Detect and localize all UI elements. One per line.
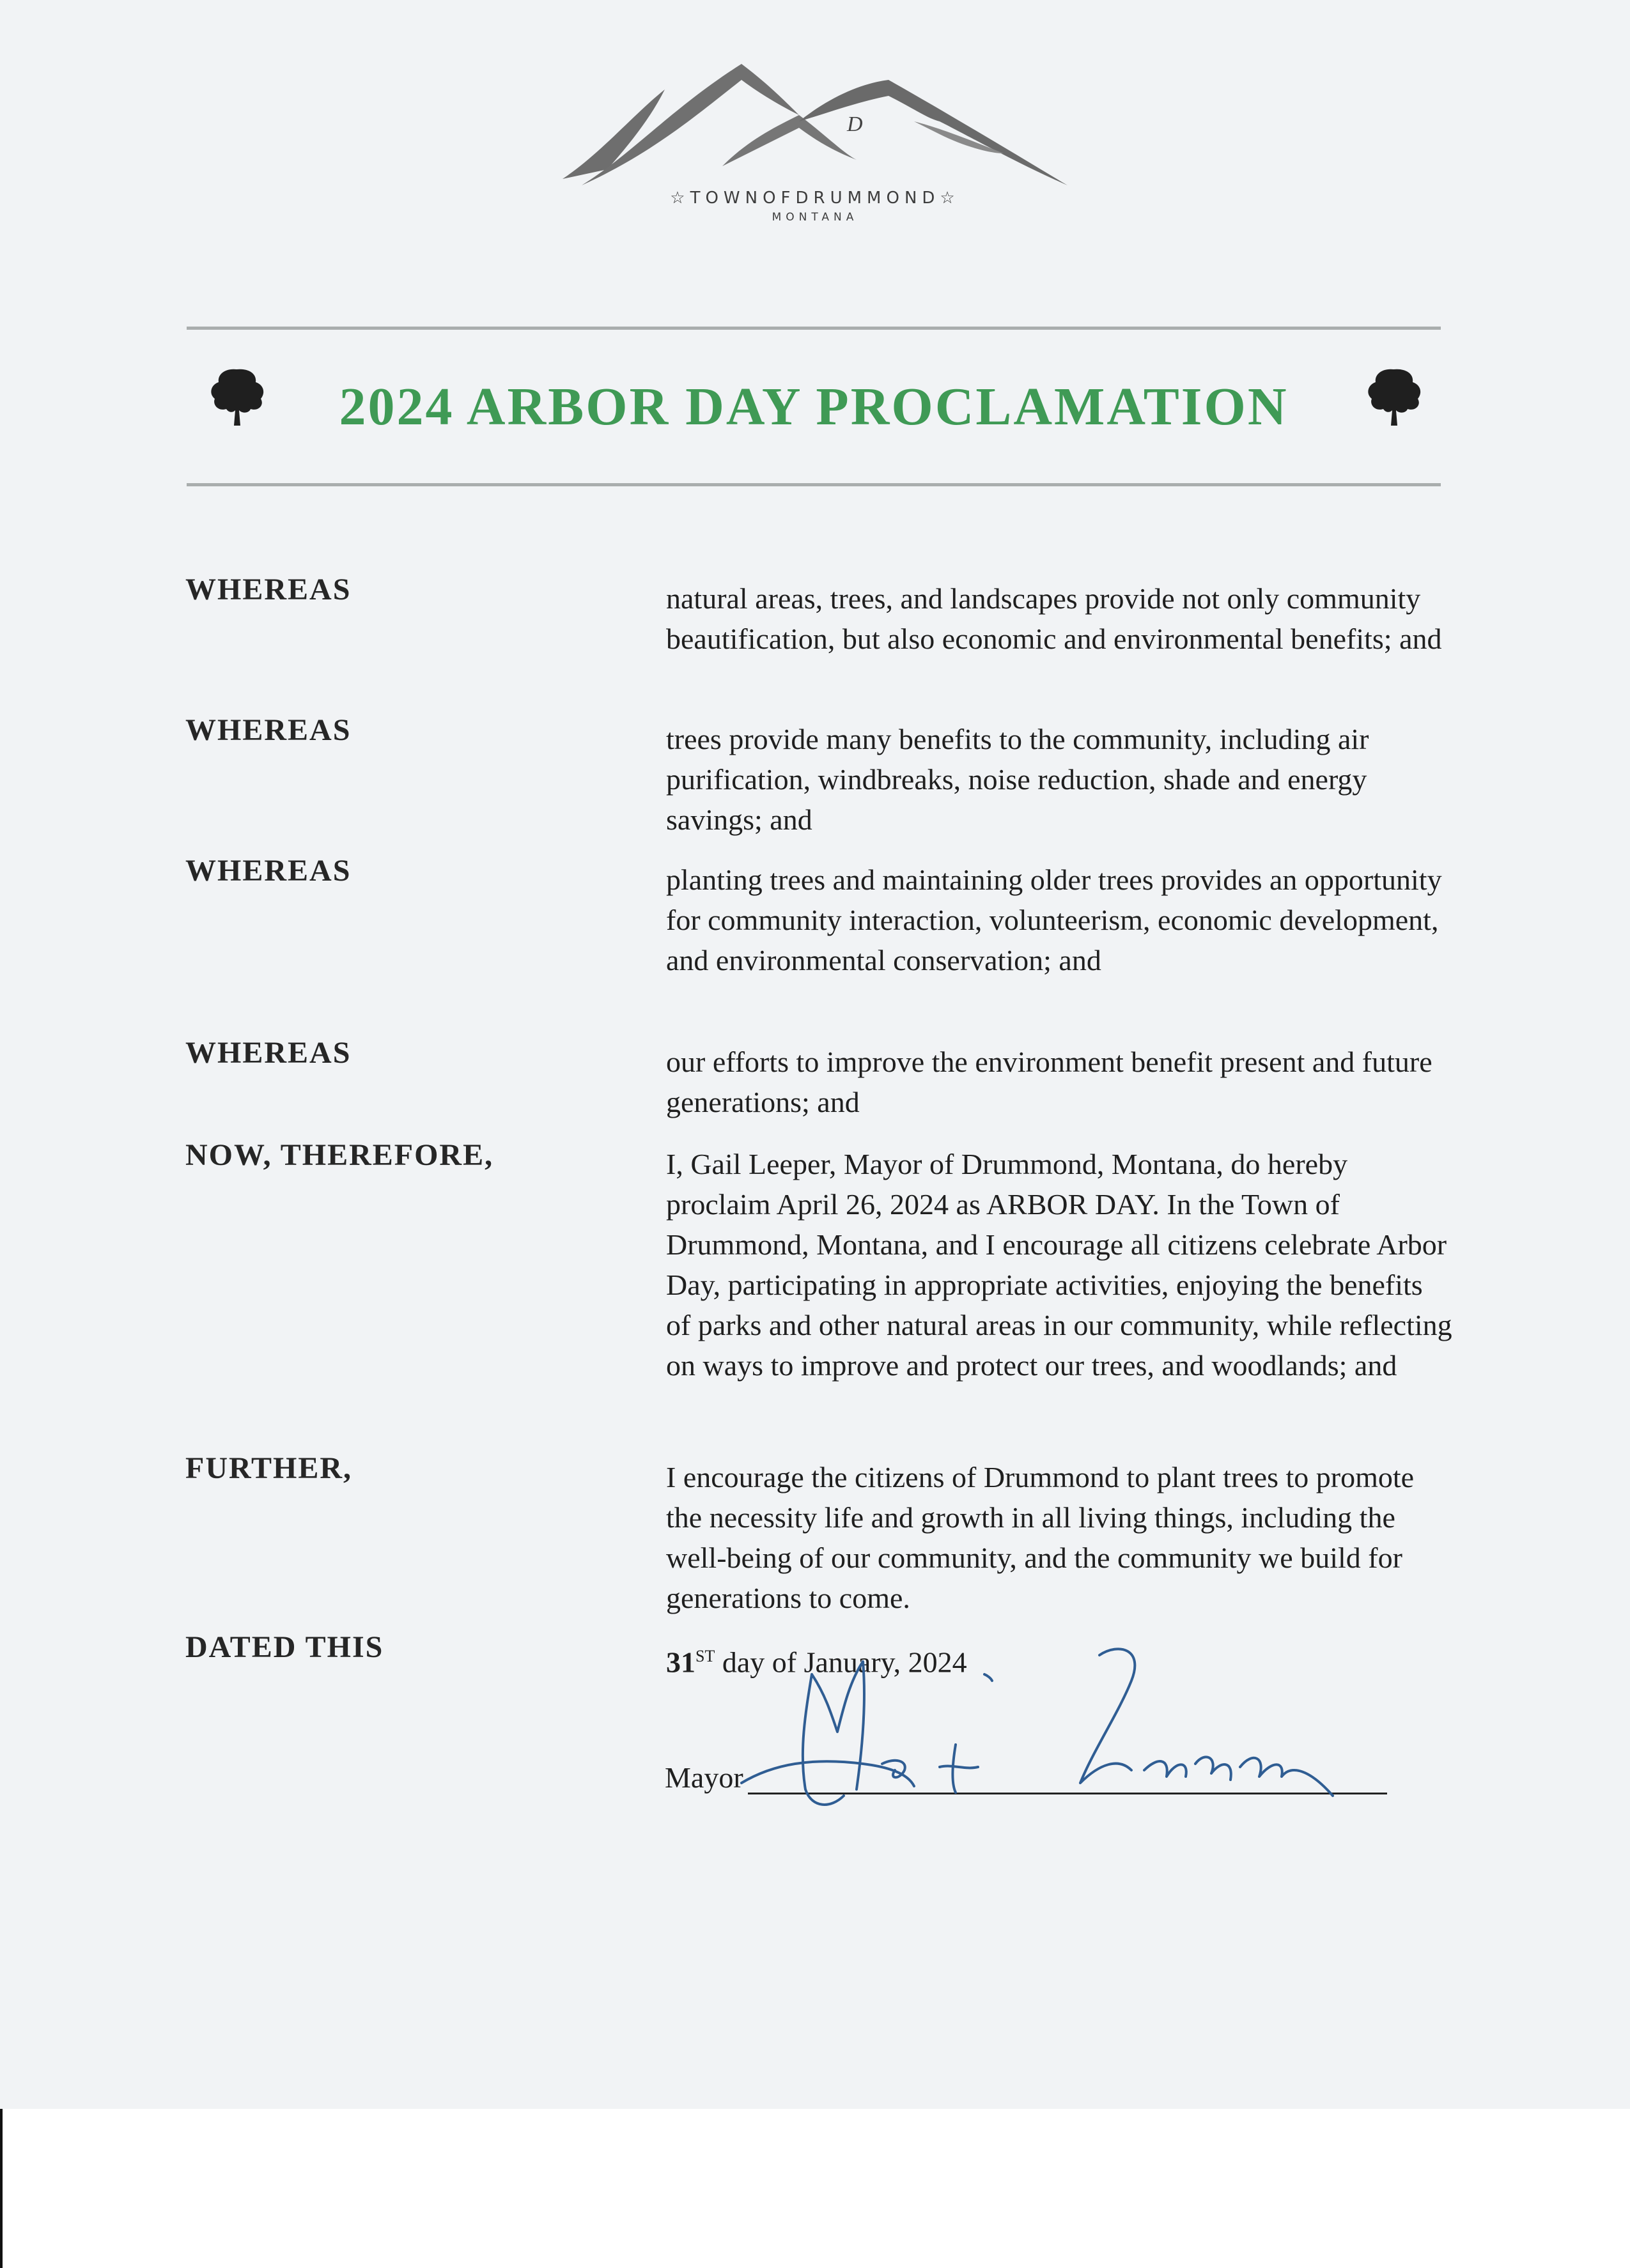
tree-icon [1363,364,1424,428]
clause-text: our efforts to improve the environment benefit present and future generations; and [666,1045,1432,1118]
clause-label: WHEREAS [185,854,352,888]
handwritten-signature [735,1636,1406,1828]
scan-edge [0,2109,3,2268]
dated-day-suffix: ST [695,1647,715,1665]
clause-label: FURTHER, [185,1451,352,1485]
mayor-label: Mayor [665,1761,743,1794]
clause-label: WHEREAS [185,713,352,747]
clause-text: I, Gail Leeper, Mayor of Drummond, Montana, do hereby proclaim April 26, 2024 as ARBOR DAY. In the Town of Drummond, Montana, and I encourage all citizens celebrate Arbor Day, participating in appropriate activities, enjoying the benefits of parks and other natural areas in our community, while reflecting on ways to improve and protect our trees, and woodlands; and [666,1148,1452,1382]
divider-bottom [187,483,1441,486]
clause-text: I encourage the citizens of Drummond to plant trees to promote the necessity life and growth in all living things, including the well-being of our community, and the community we build for generations to come. [666,1461,1415,1614]
title-bar [187,364,1441,441]
mountain-logo-icon [556,58,1074,185]
dated-rest: day of January, 2024 [715,1646,967,1679]
divider-top [187,327,1441,330]
clause-text: natural areas, trees, and landscapes provide not only community beautification, but also economic and environmental benefits; and [666,582,1442,655]
logo-state-name: MONTANA [772,211,858,224]
clause-label: NOW, THEREFORE, [185,1138,494,1172]
dated-label: DATED THIS [185,1630,384,1664]
clause-text: planting trees and maintaining older trees provides an opportunity for community interaction, volunteerism, economic development, and environmental conservation; and [666,863,1442,976]
clause-label: WHEREAS [185,573,352,606]
page-title: 2024 ARBOR DAY PROCLAMATION [339,377,1289,436]
clause-text: trees provide many benefits to the community, including air purification, windbreaks, noise reduction, shade and energy savings; and [666,723,1369,836]
logo-town-name: ☆TOWNOFDRUMMOND☆ [670,189,960,208]
clause-label: WHEREAS [185,1036,352,1070]
town-logo [556,58,1074,236]
dated-day: 31 [666,1646,695,1679]
logo-monogram: D [847,112,863,136]
